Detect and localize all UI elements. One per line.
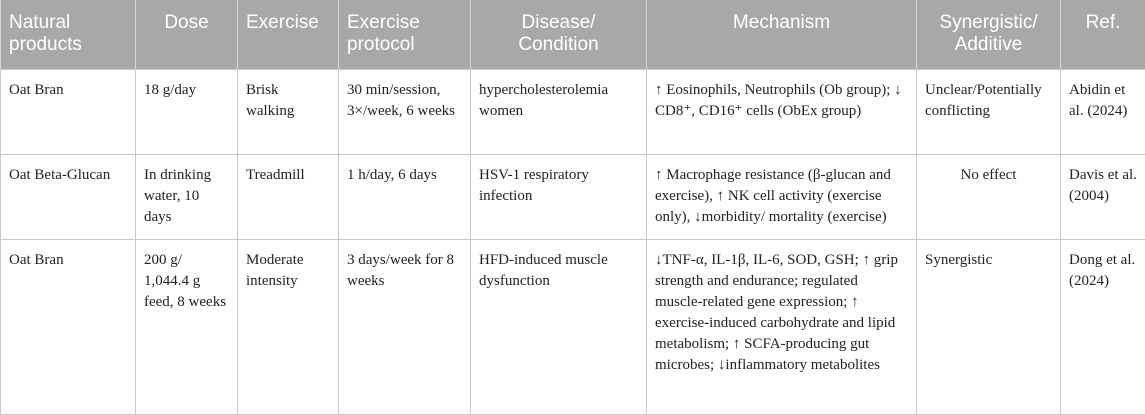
table-row bbox=[1, 239, 1145, 414]
cell-synergistic: Synergistic bbox=[917, 239, 1061, 414]
cell-ref: Dong et al. (2024) bbox=[1061, 239, 1145, 414]
header-mechanism: Mechanism bbox=[647, 0, 917, 69]
header-exercise-protocol: Exercise protocol bbox=[339, 0, 471, 69]
cell-protocol: 1 h/day, 6 days bbox=[339, 154, 471, 239]
cell-ref: Davis et al. (2004) bbox=[1061, 154, 1145, 239]
cell-disease: HSV-1 respiratory infection bbox=[471, 154, 647, 239]
cell-natural-product: Oat Bran bbox=[1, 69, 136, 154]
header-dose: Dose bbox=[136, 0, 238, 69]
cell-exercise: Treadmill bbox=[238, 154, 339, 239]
cell-disease: HFD-induced muscle dysfunction bbox=[471, 239, 647, 414]
cell-ref: Abidin et al. (2024) bbox=[1061, 69, 1145, 154]
cell-dose: 18 g/day bbox=[136, 69, 238, 154]
cell-dose: 200 g/ 1,044.4 g feed, 8 weeks bbox=[136, 239, 238, 414]
cell-dose: In drinking water, 10 days bbox=[136, 154, 238, 239]
cell-exercise: Moderate intensity bbox=[238, 239, 339, 414]
cell-protocol: 30 min/session, 3×/week, 6 weeks bbox=[339, 69, 471, 154]
header-synergistic-additive: Synergistic/ Additive bbox=[917, 0, 1061, 69]
table-row bbox=[1, 154, 1145, 239]
header-natural-products: Natural products bbox=[1, 0, 136, 69]
header-exercise: Exercise bbox=[238, 0, 339, 69]
cell-mechanism: ↑ Eosinophils, Neutrophils (Ob group); ↓ CD8⁺, CD16⁺ cells (ObEx group) bbox=[647, 69, 917, 154]
cell-natural-product: Oat Beta-Glucan bbox=[1, 154, 136, 239]
table-row bbox=[1, 69, 1145, 154]
cell-protocol: 3 days/week for 8 weeks bbox=[339, 239, 471, 414]
cell-natural-product: Oat Bran bbox=[1, 239, 136, 414]
header-disease-condition: Disease/ Condition bbox=[471, 0, 647, 69]
cell-mechanism: ↓TNF-α, IL-1β, IL-6, SOD, GSH; ↑ grip strength and endurance; regulated muscle-related gene expression; ↑ exercise-induced carbohydrate and lipid metabolism; ↑ SCFA-producing gut microbes; ↓inflammatory metabolites bbox=[647, 239, 917, 414]
cell-synergistic: No effect bbox=[917, 154, 1061, 239]
cell-disease: hypercholesterolemia women bbox=[471, 69, 647, 154]
cell-mechanism: ↑ Macrophage resistance (β-glucan and exercise), ↑ NK cell activity (exercise only), ↓morbidity/ mortality (exercise) bbox=[647, 154, 917, 239]
header-row bbox=[1, 0, 1145, 69]
cell-synergistic: Unclear/Potentially conflicting bbox=[917, 69, 1061, 154]
header-ref: Ref. bbox=[1061, 0, 1145, 69]
cell-exercise: Brisk walking bbox=[238, 69, 339, 154]
